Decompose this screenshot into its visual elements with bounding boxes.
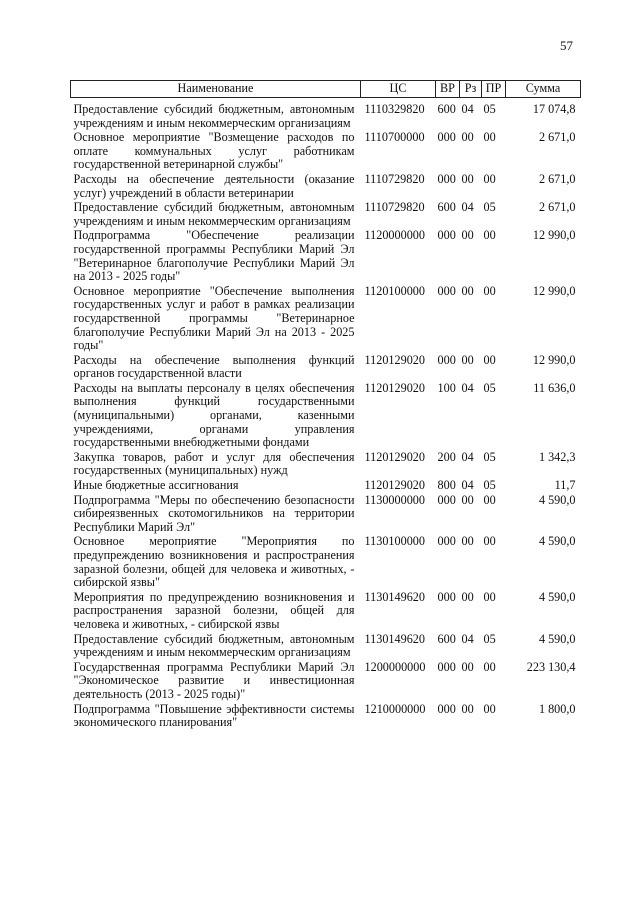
cell-vr: 000	[437, 589, 456, 604]
cell-vr: 000	[437, 352, 456, 367]
table-row	[71, 103, 581, 131]
cell-pr: 00	[483, 701, 496, 716]
cell-name: Расходы на обеспечение выполнения функций органов государственной власти	[73, 352, 355, 381]
cell-rz: 04	[461, 478, 474, 493]
table-row	[71, 354, 581, 382]
table-row	[71, 285, 581, 354]
cell-vr: 000	[437, 659, 456, 674]
header-rz: Рз	[460, 81, 482, 98]
cell-rz: 00	[461, 701, 474, 716]
cell-name: Подпрограмма "Повышение эффективности системы экономического планирования"	[73, 701, 355, 730]
cell-sum: 11 636,0	[533, 380, 576, 395]
cell-cs: 1120000000	[364, 228, 425, 243]
table-row	[71, 591, 581, 633]
cell-cs: 1110729820	[364, 171, 425, 186]
cell-sum: 4 590,0	[538, 492, 576, 507]
cell-name: Государственная программа Республики Марий Эл "Экономическое развитие и инвестиционная деятельность (2013 - 2025 годы)"	[73, 659, 355, 701]
cell-sum: 2 671,0	[538, 130, 576, 145]
cell-name: Подпрограмма "Обеспечение реализации государственной программы Республики Марий Эл "Ветеринарное благополучие Республики Марий Эл на 2013 - 2025 годы"	[73, 228, 355, 284]
cell-vr: 000	[437, 701, 456, 716]
table-row	[71, 382, 581, 451]
cell-name: Расходы на обеспечение деятельности (оказание услуг) учреждений в области ветеринарии	[73, 171, 355, 200]
page-number: 57	[560, 38, 573, 53]
cell-cs: 1120129020	[364, 380, 425, 395]
cell-rz: 00	[461, 659, 474, 674]
table-row	[71, 535, 581, 590]
cell-pr: 00	[483, 534, 496, 549]
cell-vr: 600	[437, 102, 456, 116]
cell-sum: 17 074,8	[532, 102, 576, 116]
header-cs: ЦС	[361, 81, 436, 98]
cell-cs: 1130149620	[364, 589, 425, 604]
cell-name: Предоставление субсидий бюджетным, автономным учреждениям и иным некоммерческим организациям	[73, 631, 355, 660]
header-pr: ПР	[482, 81, 506, 98]
cell-vr: 000	[437, 283, 456, 298]
cell-pr: 05	[483, 449, 496, 464]
cell-pr: 00	[483, 171, 496, 186]
cell-cs: 1210000000	[364, 701, 426, 716]
table-header	[71, 81, 581, 104]
cell-cs: 1200000000	[364, 659, 426, 674]
table-body	[71, 103, 581, 731]
cell-pr: 05	[483, 380, 496, 395]
cell-sum: 4 590,0	[538, 589, 576, 604]
cell-rz: 04	[461, 200, 474, 215]
cell-rz: 00	[461, 352, 474, 367]
header-vr: ВР	[436, 81, 460, 98]
cell-vr: 000	[437, 228, 456, 243]
table-row	[71, 479, 581, 494]
cell-name: Иные бюджетные ассигнования	[73, 478, 239, 493]
cell-name: Основное мероприятие "Мероприятия по предупреждению возникновения и распространения заразной болезни, общей для человека и животных, - сибирской язвы"	[73, 534, 355, 590]
cell-vr: 200	[437, 449, 456, 464]
cell-pr: 00	[483, 589, 496, 604]
cell-rz: 00	[461, 589, 474, 604]
cell-rz: 00	[461, 534, 474, 549]
cell-cs: 1130100000	[364, 534, 425, 549]
cell-name: Расходы на выплаты персоналу в целях обеспечения выполнения функций государственными (муниципальными) органами, казенными учреждениями, органами управления государственными внебюджетными фондами	[73, 380, 355, 450]
table-row	[71, 703, 581, 731]
table-row	[71, 661, 581, 703]
table-row	[71, 173, 581, 201]
cell-vr: 000	[437, 534, 456, 549]
cell-pr: 05	[483, 631, 496, 646]
cell-rz: 04	[461, 631, 474, 646]
table-row	[71, 451, 581, 479]
cell-name: Закупка товаров, работ и услуг для обеспечения государственных (муниципальных) нужд	[73, 449, 355, 478]
cell-cs: 1120129020	[364, 449, 425, 464]
cell-cs: 1130149620	[364, 631, 425, 646]
cell-rz: 04	[461, 449, 474, 464]
cell-cs: 1110700000	[364, 130, 425, 145]
cell-pr: 05	[483, 102, 496, 116]
table-row	[71, 201, 581, 229]
cell-rz: 00	[461, 283, 474, 298]
table-row	[71, 633, 581, 661]
cell-cs: 1120100000	[364, 283, 425, 298]
cell-name: Предоставление субсидий бюджетным, автономным учреждениям и иным некоммерческим организациям	[73, 102, 355, 130]
cell-pr: 00	[483, 352, 496, 367]
cell-name: Предоставление субсидий бюджетным, автономным учреждениям и иным некоммерческим организациям	[73, 200, 355, 228]
cell-sum: 223 130,4	[526, 659, 576, 674]
cell-vr: 100	[437, 380, 456, 395]
cell-sum: 12 990,0	[532, 352, 576, 367]
header-name: Наименование	[71, 81, 361, 98]
cell-vr: 000	[437, 130, 456, 145]
cell-sum: 4 590,0	[538, 534, 576, 549]
cell-pr: 05	[483, 478, 496, 493]
cell-pr: 00	[483, 659, 496, 674]
cell-sum: 2 671,0	[538, 200, 576, 215]
cell-rz: 00	[461, 228, 474, 243]
cell-pr: 00	[483, 228, 496, 243]
cell-pr: 00	[483, 130, 496, 145]
cell-pr: 00	[483, 492, 496, 507]
cell-name: Мероприятия по предупреждению возникновения и распространения заразной болезни, общей для человека и животных, - сибирской язвы	[73, 589, 355, 631]
cell-sum: 11,7	[554, 478, 576, 493]
cell-pr: 00	[483, 283, 496, 298]
cell-rz: 04	[461, 380, 474, 395]
cell-sum: 4 590,0	[538, 631, 576, 646]
cell-vr: 000	[437, 492, 456, 507]
cell-vr: 600	[437, 200, 456, 215]
cell-rz: 00	[461, 492, 474, 507]
header-sum: Сумма	[506, 81, 581, 98]
cell-name: Основное мероприятие "Обеспечение выполнения государственных услуг и работ в рамках реализации государственной программы "Ветеринарное благополучие Республики Марий Эл на 2013 - 2025 годы"	[73, 283, 355, 353]
table-row	[71, 494, 581, 536]
cell-rz: 00	[461, 171, 474, 186]
cell-vr: 800	[437, 478, 456, 493]
cell-sum: 1 342,3	[538, 449, 576, 464]
cell-sum: 2 671,0	[538, 171, 576, 186]
cell-cs: 1110729820	[364, 200, 425, 215]
cell-name: Подпрограмма "Меры по обеспечению безопасности сибиреязвенных скотомогильников на территории Республики Марий Эл"	[73, 492, 355, 534]
table-row	[71, 229, 581, 284]
table-row	[71, 131, 581, 173]
cell-sum: 12 990,0	[532, 228, 576, 243]
cell-pr: 05	[483, 200, 496, 215]
cell-name: Основное мероприятие "Возмещение расходов по оплате коммунальных услуг работникам государственной ветеринарной службы"	[73, 130, 355, 172]
cell-cs: 1120129020	[364, 478, 425, 493]
cell-sum: 12 990,0	[532, 283, 576, 298]
cell-rz: 04	[461, 102, 474, 116]
cell-cs: 1130000000	[364, 492, 425, 507]
cell-vr: 600	[437, 631, 456, 646]
cell-cs: 1110329820	[364, 102, 425, 116]
cell-sum: 1 800,0	[538, 701, 576, 716]
cell-rz: 00	[461, 130, 474, 145]
budget-table	[70, 80, 581, 731]
cell-cs: 1120129020	[364, 352, 425, 367]
cell-vr: 000	[437, 171, 456, 186]
